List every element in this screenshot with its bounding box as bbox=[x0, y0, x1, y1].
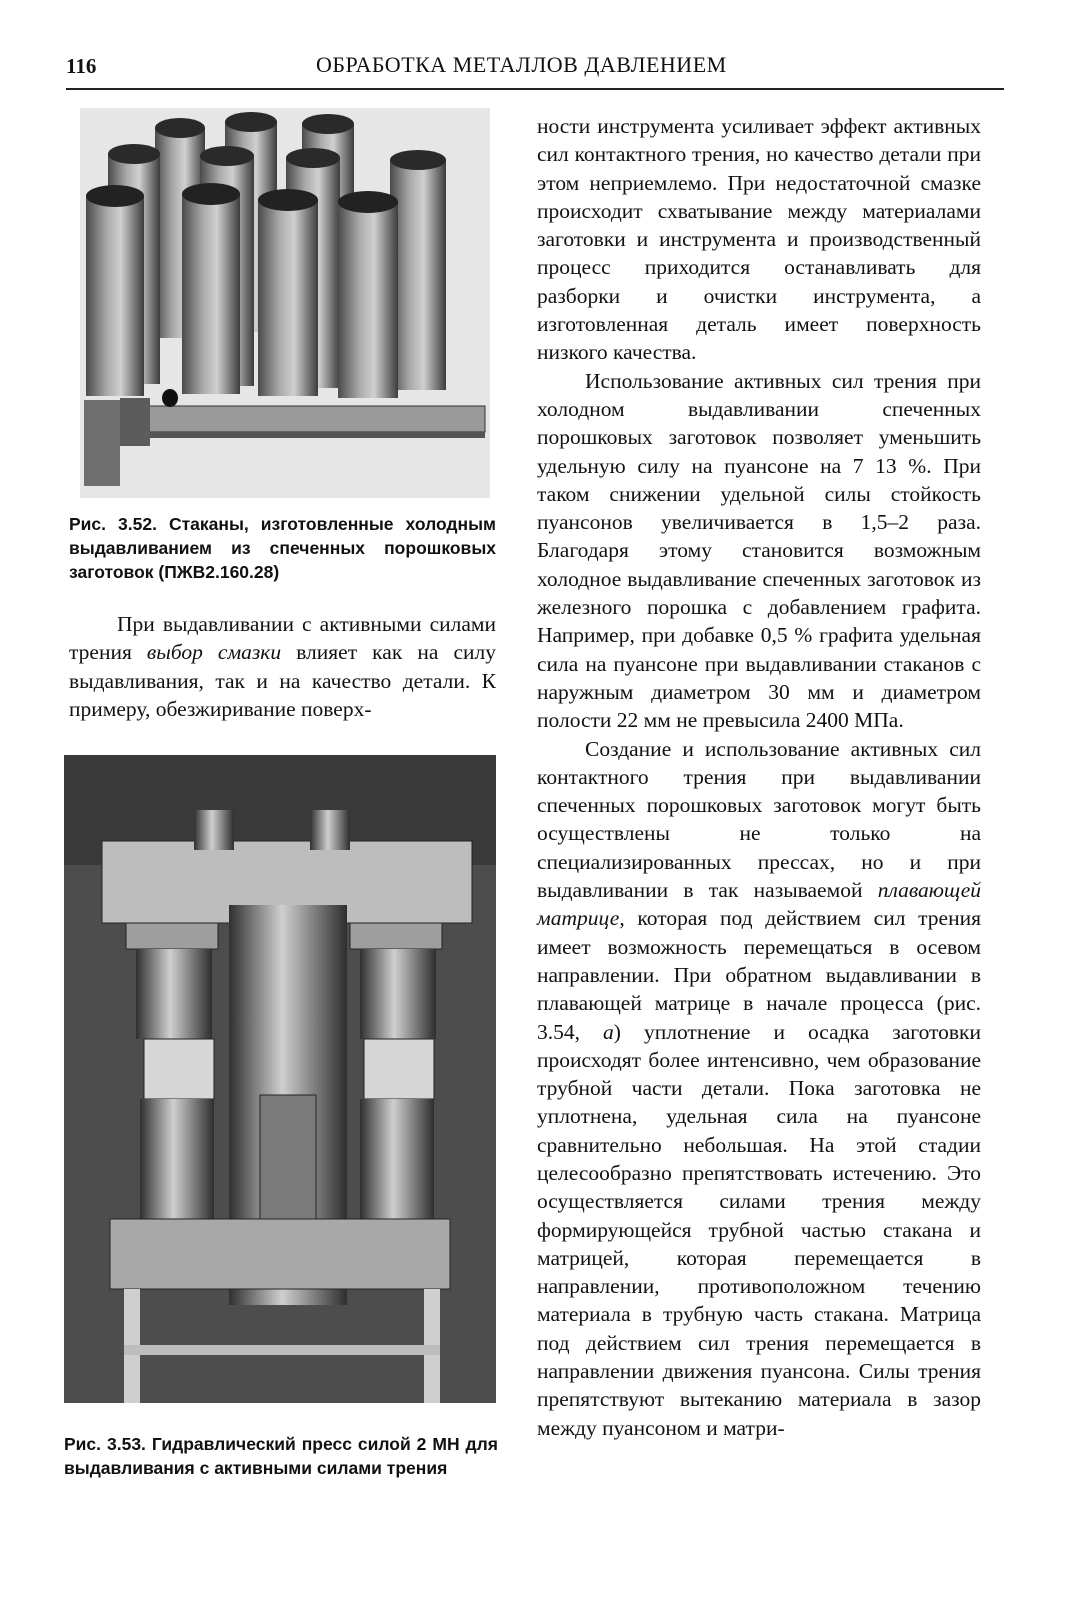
right-column-text bbox=[537, 112, 981, 1442]
figure-3-53-caption: Рис. 3.53. Гидравлический пресс силой 2 МН для выдавливания с активными силами трения bbox=[64, 1434, 498, 1478]
figure-3-53-photo bbox=[64, 755, 496, 1403]
cups-and-caliper-illustration bbox=[80, 108, 490, 498]
paragraph: Использование активных сил трения при холодном выдавливании спеченных порошковых заготовок позволяет уменьшить удельную силу на пуансоне на 7 13 %. При таком снижении удельной силы стойкость пуансонов увеличивается в 1,5–2 раза. Благодаря этому становится возможным холодное выдавливание спеченных заготовок из железного порошка с добавлением графита. Например, при добавке 0,5 % графита удельная сила на пуансоне при выдавливании стаканов с наружным диаметром 30 мм и диаметром полости 22 мм не превысила 2400 МПа. bbox=[537, 368, 981, 733]
running-title: ОБРАБОТКА МЕТАЛЛОВ ДАВЛЕНИЕМ bbox=[316, 52, 727, 77]
paragraph: ности инструмента усиливает эффект активных сил контактного трения, но качество детали при этом неприемлемо. При недостаточной смазке происходит схватывание между материалами заготовки и инструмента и производственный процесс приходится останавливать для разборки и очистки инструмента, а изготовленная деталь имеет поверхность низкого качества. bbox=[537, 114, 981, 365]
emphasis: а bbox=[603, 1019, 614, 1044]
emphasis: плавающей матрице, bbox=[537, 878, 981, 931]
emphasis: выбор смазки bbox=[146, 640, 282, 665]
figure-3-52-photo bbox=[80, 108, 490, 498]
figure-3-52-caption: Рис. 3.52. Стаканы, изготовленные холодным выдавливанием из спеченных порошковых заготовок (ПЖВ2.160.28) bbox=[69, 514, 496, 582]
paragraph: При выдавливании с активными силами трения выбор смазки влияет как на силу выдавливания, так и на качество детали. К примеру, обезжиривание поверх- bbox=[69, 612, 496, 721]
hydraulic-press-illustration bbox=[64, 755, 496, 1403]
paragraph: Создание и использование активных сил контактного трения при выдавливании спеченных порошковых заготовок могут быть осуществлены не только на специализированных прессах, но и при выдавливании в так называемой плавающей матрице, которая под действием сил трения имеет возможность перемещаться в осевом направлении. При обратном выдавливании в плавающей матрице в начале процесса (рис. 3.54, а) уплотнение и осадка заготовки происходят более интенсивно, чем образование трубной части детали. Пока заготовка не уплотнена, удельная сила на пуансоне сравнительно небольшая. На этой стадии целесообразно препятствовать истечению. Это осуществляется силами трения между формирующейся трубной частью стакана и матрицей, которая перемещается в направлении, противоположном течению материала в трубную часть стакана. Матрица под действием сил трения перемещается в направлении движения пуансона. Силы трения препятствуют вытеканию материала в зазор между пуансоном и матри- bbox=[537, 736, 981, 1440]
page-header bbox=[66, 48, 1004, 90]
left-column-text bbox=[69, 610, 496, 723]
page-number: 116 bbox=[66, 54, 97, 78]
